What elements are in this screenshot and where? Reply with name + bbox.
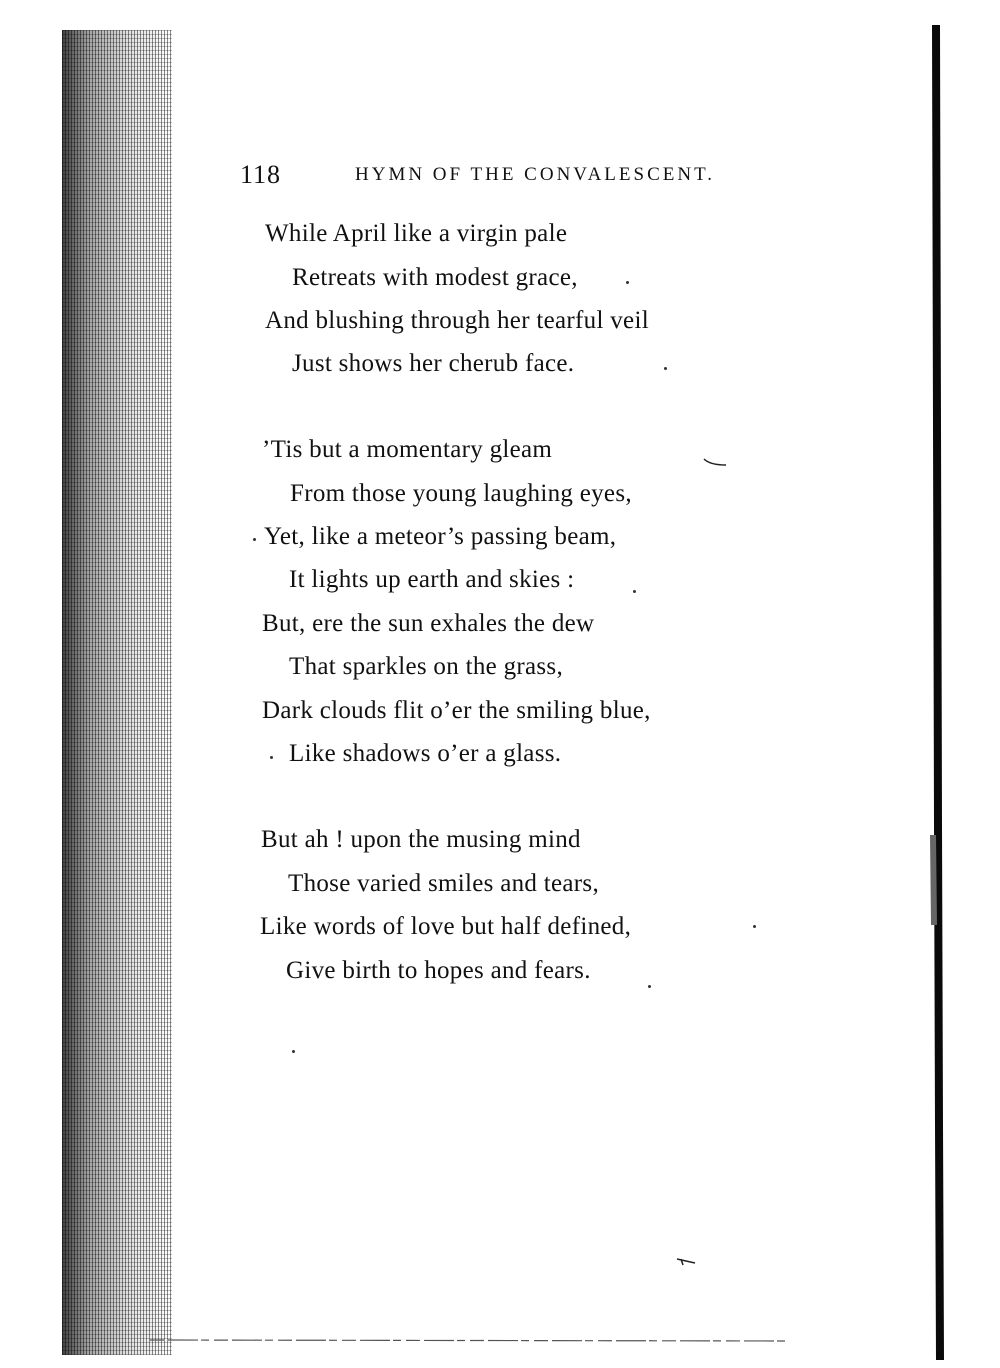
verse-line: Those varied smiles and tears, (288, 870, 599, 897)
verse-line: Retreats with modest grace, (292, 264, 578, 291)
scan-speck (253, 538, 256, 541)
verse-line: While April like a virgin pale (265, 220, 568, 247)
page-number: 118 (240, 160, 282, 189)
verse-line: ’Tis but a momentary gleam (262, 436, 553, 463)
scan-speck (648, 985, 651, 988)
scan-mark (702, 455, 732, 469)
binding-gutter-shadow (62, 30, 172, 1355)
verse-line: Like words of love but half defined, (260, 913, 632, 940)
verse-line: Like shadows o’er a glass. (289, 740, 562, 767)
scan-speck (753, 925, 756, 928)
verse-line: But, ere the sun exhales the dew (262, 610, 595, 637)
verse-line: Dark clouds flit o’er the smiling blue, (262, 697, 651, 724)
verse-line: That sparkles on the grass, (289, 653, 564, 680)
page-header (240, 160, 760, 196)
scan-speck (292, 1050, 295, 1053)
verse-line: But ah ! upon the musing mind (261, 826, 581, 853)
scan-mark (675, 1255, 699, 1269)
verse-line: Yet, like a meteor’s passing beam, (264, 523, 617, 550)
scan-speck (664, 367, 667, 370)
right-page-edge (930, 25, 962, 1360)
scan-speck (270, 756, 273, 759)
verse-line: Just shows her cherub face. (292, 350, 575, 377)
verse-line: Give birth to hopes and fears. (286, 957, 591, 984)
scan-speck (633, 590, 636, 593)
verse-line: From those young laughing eyes, (290, 480, 632, 507)
verse-line: And blushing through her tearful veil (265, 307, 649, 334)
verse-line: It lights up earth and skies : (289, 566, 575, 593)
scan-speck (626, 281, 629, 284)
running-title: HYMN OF THE CONVALESCENT. (355, 164, 716, 185)
bottom-page-edge (150, 1335, 790, 1347)
